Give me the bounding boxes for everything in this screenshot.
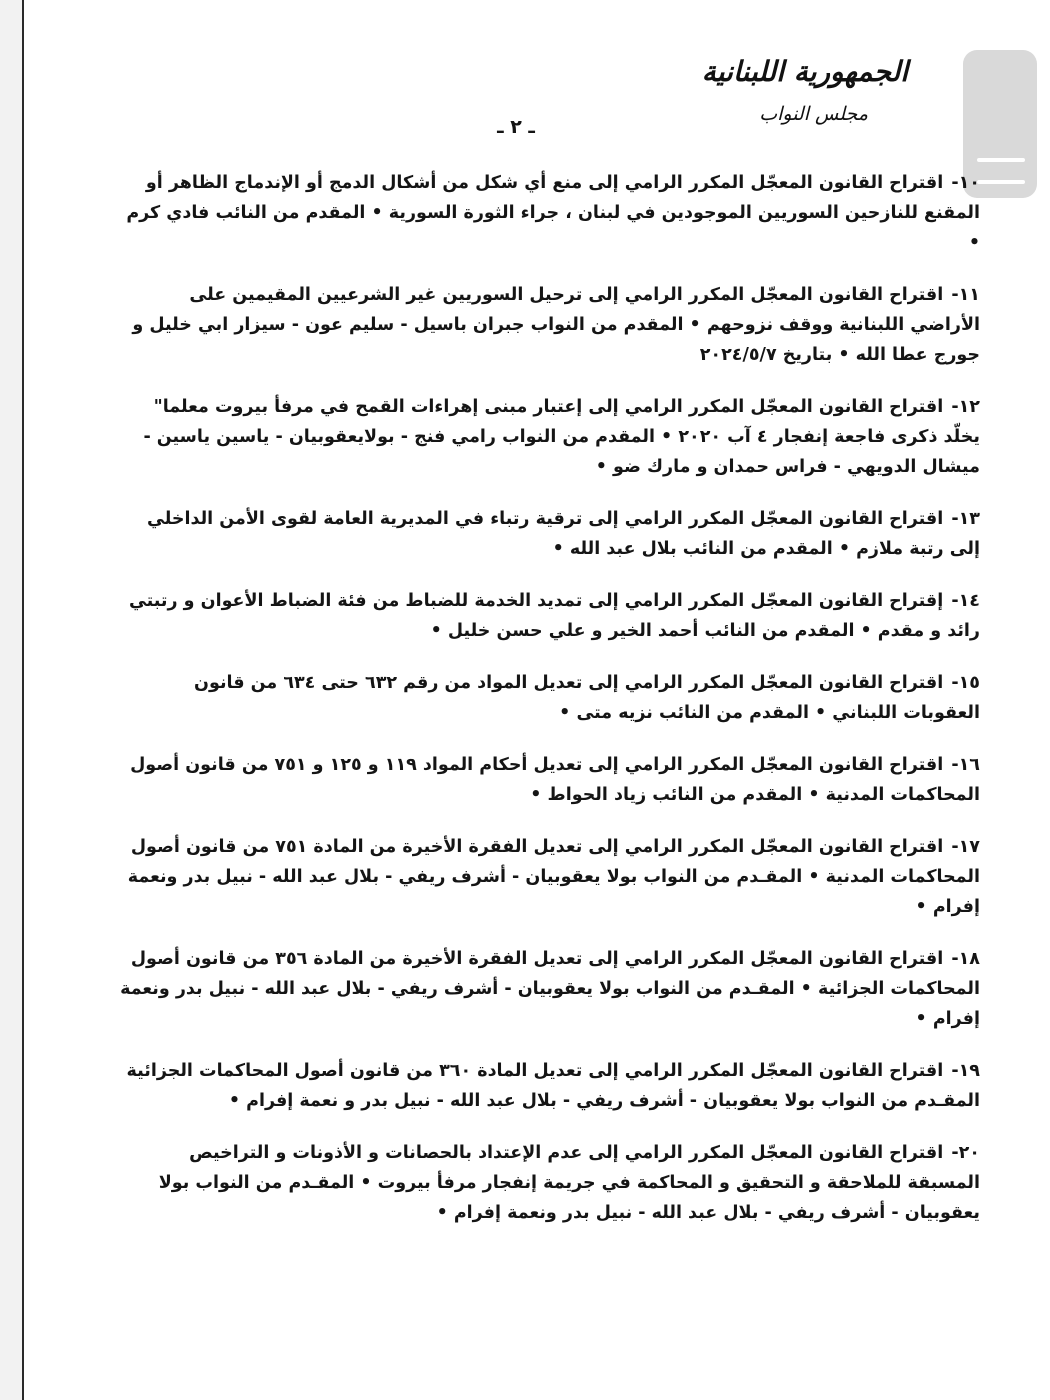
page-left-border	[22, 0, 24, 1400]
item-text: اقتراح القانون المعجّل المكرر الرامي إلى تعديل المواد من رقم ٦٣٢ حتى ٦٣٤ من قانون العقوبات اللبناني • المقدم من النائب نزيه متى •	[194, 673, 980, 723]
list-item	[118, 280, 980, 370]
letterhead-council: مجلس النواب	[759, 103, 868, 125]
list-item	[118, 668, 980, 728]
item-text: اقتراح القانون المعجّل المكرر الرامي إلى تعديل أحكام المواد ١١٩ و ١٢٥ و ٧٥١ من قانون أصول المحاكمات المدنية • المقدم من النائب زياد الحواط •	[130, 755, 980, 805]
letterhead-republic: الجمهورية اللبنانية	[701, 55, 908, 88]
letterhead	[668, 54, 908, 126]
item-number: ١٨-	[951, 949, 980, 969]
item-text: اقتراح القانون المعجّل المكرر الرامي إلى تعديل المادة ٣٦٠ من قانون أصول المحاكمات الجزائية المقـدم من النواب بولا يعقوبيان - أشرف ريفي - بلال عبد الله - نبيل بدر و نعمة إفرام •	[126, 1061, 980, 1111]
list-item	[118, 832, 980, 922]
item-number: ١٠-	[951, 173, 980, 193]
item-number: ٢٠-	[951, 1143, 980, 1163]
item-text: اقتراح القانون المعجّل المكرر الرامي إلى تعديل الفقرة الأخيرة من المادة ٧٥١ من قانون أصول المحاكمات المدنية • المقـدم من النواب بولا يعقوبيان - أشرف ريفي - بلال عبد الله - نبيل بدر ونعمة إفرام •	[127, 837, 980, 917]
list-item	[118, 1138, 980, 1228]
list-item	[118, 586, 980, 646]
item-number: ١٥-	[951, 673, 980, 693]
hamburger-icon-bar	[977, 180, 1025, 184]
item-number: ١٢-	[951, 397, 980, 417]
item-number: ١٤-	[951, 591, 980, 611]
list-item	[118, 1056, 980, 1116]
item-text: اقتراح القانون المعجّل المكرر الرامي إلى عدم الإعتداد بالحصانات و الأذونات و التراخيص المسبقة للملاحقة و التحقيق و المحاكمة في جريمة إنفجار مرفأ بيروت • المقـدم من النواب بولا يعقوبيان - أشرف ريفي - بلال عبد الله - نبيل بدر ونعمة إفرام •	[158, 1143, 980, 1223]
item-text: اقتراح القانون المعجّل المكرر الرامي إلى ترحيل السوريين غير الشرعيين المقيمين على الأراضي اللبنانية ووقف نزوحهم • المقدم من النواب جبران باسيل - سليم عون - سيزار ابي خليل و جورج عطا الله • بتاريخ ٢٠٢٤/٥/٧	[132, 285, 980, 365]
hamburger-icon	[977, 158, 1025, 162]
item-number: ١١-	[951, 285, 980, 305]
item-text: اقتراح القانون المعجّل المكرر الرامي إلى إعتبار مبنى إهراءات القمح في مرفأ بيروت معلما" يخلّد ذكرى فاجعة إنفجار ٤ آب ٢٠٢٠ • المقدم من النواب رامي فنج - بولايعقوبيان - ياسين ياسين - ميشال الدويهي - فراس حمدان و مارك ضو •	[143, 397, 980, 477]
list-item	[118, 750, 980, 810]
item-number: ١٧-	[951, 837, 980, 857]
page-left-margin	[0, 0, 22, 1400]
proposals-list	[118, 168, 980, 1250]
item-text: اقتراح القانون المعجّل المكرر الرامي إلى ترقية رتباء في المديرية العامة لقوى الأمن الداخلي إلى رتبة ملازم • المقدم من النائب بلال عبد الله •	[147, 509, 980, 559]
item-text: اقتراح القانون المعجّل المكرر الرامي إلى تعديل الفقرة الأخيرة من المادة ٣٥٦ من قانون أصول المحاكمات الجزائية • المقـدم من النواب بولا يعقوبيان - أشرف ريفي - بلال عبد الله - نبيل بدر ونعمة إفرام •	[120, 949, 980, 1029]
item-text: اقتراح القانون المعجّل المكرر الرامي إلى منع أي شكل من أشكال الدمج أو الإندماج الظاهر أو المقنع للنازحين السوريين الموجودين في لبنان ، جراء الثورة السورية • المقدم من النائب فادي كرم •	[126, 173, 980, 253]
list-item	[118, 168, 980, 258]
list-item	[118, 392, 980, 482]
list-item	[118, 944, 980, 1034]
item-number: ١٩-	[951, 1061, 980, 1081]
item-number: ١٣-	[951, 509, 980, 529]
list-item	[118, 504, 980, 564]
page-number: ـ ٢ ـ	[497, 116, 535, 138]
item-text: إقتراح القانون المعجّل المكرر الرامي إلى تمديد الخدمة للضباط من فئة الضباط الأعوان و رتبتي رائد و مقدم • المقدم من النائب أحمد الخير و علي حسن خليل •	[128, 591, 980, 641]
item-number: ١٦-	[951, 755, 980, 775]
